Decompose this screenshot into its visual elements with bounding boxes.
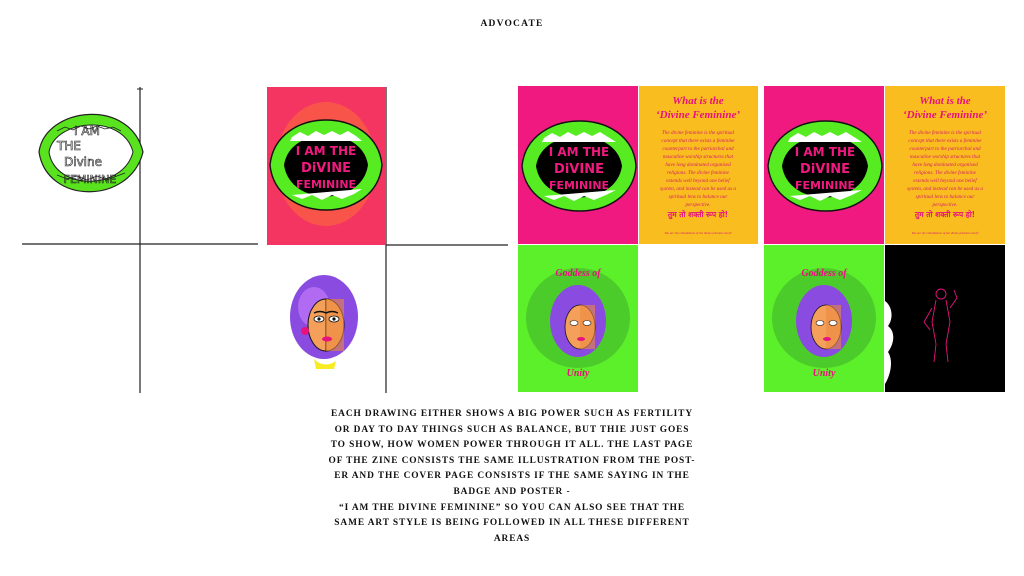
zine-b-cover-text-2: DiVINE xyxy=(800,162,850,177)
sketch-text-4: FEMININE xyxy=(63,173,117,186)
poster-text-1: I AM THE xyxy=(295,144,357,158)
sketch-text-2: THE xyxy=(57,139,81,153)
zine-a-body-line: system, and instead can be used as a xyxy=(659,186,737,192)
zine-a-body-line: perspective. xyxy=(685,202,711,208)
poster-cover xyxy=(267,87,386,245)
zine-b-goddess-word: Unity xyxy=(812,368,836,379)
poster-grid xyxy=(262,85,510,395)
zine-a-footer: You are the embodiment of the divine feminine itself! xyxy=(664,231,732,235)
zine-b-body-line: masculine worship structures that xyxy=(909,154,981,160)
zine-a-cover-text-1: I AM THE xyxy=(548,145,610,159)
caption-line: TO SHOW, HOW WOMEN POWER THROUGH IT ALL. THE LAST PAGE xyxy=(330,440,694,451)
zine-a-goddess-title: Goddess of xyxy=(555,268,601,279)
zine-b-body-line: perspective. xyxy=(932,202,958,208)
zine-b-body-line: counterpart to the patriarchal and xyxy=(909,146,981,152)
zine-a-body-line: spiritual lens to balance our xyxy=(668,194,728,200)
sketch-grid xyxy=(20,85,260,395)
zine-a-cover-text-3: FEMININE xyxy=(548,179,610,192)
zine-a-body-line: counterpart to the patriarchal and xyxy=(662,146,734,152)
zine-a-cover-text-2: DiVINE xyxy=(554,162,604,177)
zine-b-body-line: system, and instead can be used as a xyxy=(906,186,984,192)
zine-a-body-line: The divine feminine is the spiritual xyxy=(661,130,735,136)
sketch-mouth xyxy=(39,114,143,191)
zine-b-footer: You are the embodiment of the divine feminine itself! xyxy=(911,231,979,235)
caption-line: ER AND THE COVER PAGE CONSISTS IF THE SAME SAYING IN THE xyxy=(334,471,690,482)
poster-text-3: FEMININE xyxy=(295,178,357,191)
zine-b-body-line: The divine feminine is the spiritual xyxy=(908,130,982,136)
poster-text-2: DiVINE xyxy=(301,161,351,176)
caption-line: AREAS xyxy=(493,533,531,544)
zine-a-body-line: extends well beyond one belief xyxy=(666,178,730,184)
zine-b-hindi: तुम तो शक्ती रूप हो! xyxy=(914,210,976,219)
zine-spread-a xyxy=(518,86,758,392)
caption-line: OR DAY TO DAY THINGS SUCH AS BALANCE, BUT THIE JUST GOES xyxy=(334,424,690,435)
zine-b-body-line: concept that there exists a feminine xyxy=(908,138,982,144)
zine-b-title-1: What is the xyxy=(919,95,971,107)
caption-line: “I AM THE DIVINE FEMININE” SO YOU CAN ALSO SEE THAT THE xyxy=(338,502,685,513)
zine-a-body-line: have long dominated organised xyxy=(665,162,731,168)
zine-b-body-line: have long dominated organised xyxy=(912,162,978,168)
sketch-text-1: I AM xyxy=(74,124,100,138)
zine-b-cover-text-3: FEMININE xyxy=(794,179,856,192)
zine-a-body-line: masculine worship structures that xyxy=(662,154,734,160)
zine-a-body-line: concept that there exists a feminine xyxy=(661,138,735,144)
zine-a-body-line: religions. The divine feminine xyxy=(667,170,729,176)
goddess-portrait xyxy=(290,275,358,369)
description-text xyxy=(300,407,724,547)
zine-a-title-1: What is the xyxy=(672,95,724,107)
caption-line: EACH DRAWING EITHER SHOWS A BIG POWER SUCH AS FERTILITY xyxy=(331,409,693,419)
zine-spread-b xyxy=(764,86,1005,392)
zine-b-cover-text-1: I AM THE xyxy=(794,145,856,159)
caption-line: SAME ART STYLE IS BEING FOLLOWED IN ALL THESE DIFFERENT xyxy=(334,518,690,529)
zine-a-goddess-word: Unity xyxy=(566,368,590,379)
page-title: ADVOCATE xyxy=(480,19,544,29)
zine-a-title-2: ‘Divine Feminine’ xyxy=(655,109,741,121)
zine-b-title-2: ‘Divine Feminine’ xyxy=(902,109,988,121)
zine-b-body-line: extends well beyond one belief xyxy=(913,178,977,184)
zine-b-body-line: religions. The divine feminine xyxy=(914,170,976,176)
zine-b-goddess-title: Goddess of xyxy=(801,268,847,279)
sketch-text-3: Divine xyxy=(64,155,102,169)
zine-b-body-line: spiritual lens to balance our xyxy=(915,194,975,200)
caption-line: OF THE ZINE CONSISTS THE SAME ILLUSTRATION FROM THE POST- xyxy=(328,455,696,466)
caption-line: BADGE AND POSTER - xyxy=(453,486,571,497)
zine-a-hindi: तुम तो शक्ती रूप हो! xyxy=(667,210,729,219)
